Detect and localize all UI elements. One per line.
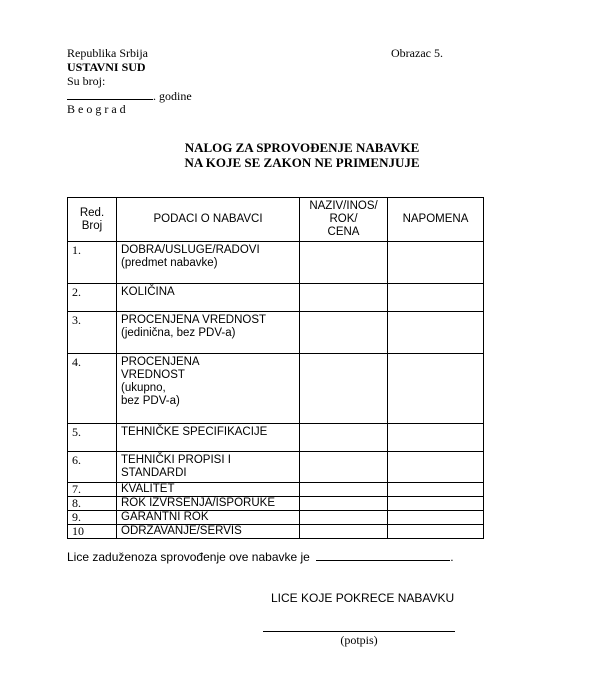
table-row	[68, 497, 484, 511]
table-row	[68, 284, 484, 312]
header-broj: Broj	[81, 219, 103, 232]
row-naziv-cell[interactable]	[300, 511, 388, 525]
row-number: 10	[68, 525, 117, 539]
table-row	[68, 483, 484, 497]
row-naziv-cell[interactable]	[300, 242, 388, 284]
procurement-table	[67, 197, 484, 539]
header-red: Red.	[79, 206, 105, 219]
row-label	[117, 497, 300, 511]
row-label-line: PROCENJENA	[121, 356, 200, 368]
row-label	[117, 483, 300, 497]
row-label	[117, 511, 300, 525]
row-label-line: STANDARDI	[121, 467, 187, 479]
row-number: 5.	[68, 424, 117, 452]
row-label-line: ROK IZVRŠENJA/ISPORUKE	[121, 497, 276, 509]
responsible-person-line	[67, 549, 454, 564]
date-blank[interactable]	[67, 88, 153, 100]
header-naziv-line2: ROK/	[329, 213, 358, 225]
row-napomena-cell[interactable]	[388, 497, 484, 511]
city-label: B e o g r a d	[67, 102, 126, 116]
row-label-line: (predmet nabavke)	[121, 257, 218, 269]
row-naziv-cell[interactable]	[300, 424, 388, 452]
row-label-line: (jedinična, bez PDV-a)	[121, 327, 236, 339]
row-number: 2.	[68, 284, 117, 312]
row-napomena-cell[interactable]	[388, 354, 484, 424]
row-label-line: KOLIČINA	[121, 286, 175, 298]
row-naziv-cell[interactable]	[300, 312, 388, 354]
row-label	[117, 354, 300, 424]
table-row	[68, 525, 484, 539]
row-napomena-cell[interactable]	[388, 511, 484, 525]
row-naziv-cell[interactable]	[300, 483, 388, 497]
row-label	[117, 284, 300, 312]
table-row	[68, 312, 484, 354]
row-label	[117, 525, 300, 539]
document-title-line2: NA KOJE SE ZAKON NE PRIMENJUJE	[184, 155, 420, 170]
header-napomena: NAPOMENA	[388, 198, 484, 242]
row-label-line: TEHNIČKE SPECIFIKACIJE	[121, 426, 268, 438]
date-suffix: . godine	[153, 89, 192, 103]
row-label-line: (ukupno,	[121, 382, 166, 394]
form-number: Obrazac 5.	[391, 46, 443, 60]
header-naziv-line3: CENA	[327, 226, 360, 238]
row-label-line: VREDNOST	[121, 369, 185, 381]
row-napomena-cell[interactable]	[388, 525, 484, 539]
row-label	[117, 242, 300, 284]
row-number: 4.	[68, 354, 117, 424]
row-naziv-cell[interactable]	[300, 354, 388, 424]
row-napomena-cell[interactable]	[388, 452, 484, 483]
row-napomena-cell[interactable]	[388, 424, 484, 452]
header-naziv-line1: NAZIV/INOS/	[309, 200, 378, 212]
row-number: 9.	[68, 511, 117, 525]
row-label-line: TEHNIČKI PROPISI I	[121, 454, 231, 466]
row-label-line: ODRŽAVANJE/SERVIS	[121, 525, 242, 537]
row-number: 6.	[68, 452, 117, 483]
row-naziv-cell[interactable]	[300, 525, 388, 539]
table-row	[68, 354, 484, 424]
header-naziv	[300, 198, 388, 242]
table-row	[68, 511, 484, 525]
row-number: 1.	[68, 242, 117, 284]
row-label	[117, 452, 300, 483]
republic-label: Republika Srbija	[67, 46, 148, 60]
row-label-line: bez PDV-a)	[121, 395, 180, 407]
table-header-row	[68, 198, 484, 242]
court-name: USTAVNI SUD	[67, 60, 146, 74]
signature-line[interactable]	[263, 631, 455, 632]
table-row	[68, 242, 484, 284]
header-red-broj	[68, 198, 117, 242]
case-number-label: Su broj:	[67, 74, 106, 88]
initiator-label: LICE KOJE POKRECE NABAVKU	[271, 591, 455, 605]
table-row	[68, 424, 484, 452]
row-label-line: KVALITET	[121, 483, 175, 495]
responsible-person-text: Lice zaduženoza sprovođenje ove nabavke je	[67, 550, 310, 564]
row-label-line: PROCENJENA VREDNOST	[121, 314, 267, 326]
row-label	[117, 424, 300, 452]
row-label	[117, 312, 300, 354]
row-number: 8.	[68, 497, 117, 511]
row-number: 3.	[68, 312, 117, 354]
row-napomena-cell[interactable]	[388, 312, 484, 354]
table-row	[68, 452, 484, 483]
row-napomena-cell[interactable]	[388, 284, 484, 312]
row-napomena-cell[interactable]	[388, 483, 484, 497]
row-naziv-cell[interactable]	[300, 452, 388, 483]
responsible-person-end: .	[450, 550, 454, 564]
responsible-person-blank[interactable]	[316, 549, 450, 561]
row-naziv-cell[interactable]	[300, 284, 388, 312]
row-number: 7.	[68, 483, 117, 497]
row-label-line: DOBRA/USLUGE/RADOVI	[121, 244, 260, 256]
date-line	[67, 88, 192, 103]
signature-label: (potpis)	[340, 633, 378, 647]
row-napomena-cell[interactable]	[388, 242, 484, 284]
document-title-line1: NALOG ZA SPROVOĐENJE NABAVKE	[184, 140, 420, 155]
row-label-line: GARANTNI ROK	[121, 511, 209, 523]
header-podaci: PODACI O NABAVCI	[117, 198, 300, 242]
row-naziv-cell[interactable]	[300, 497, 388, 511]
